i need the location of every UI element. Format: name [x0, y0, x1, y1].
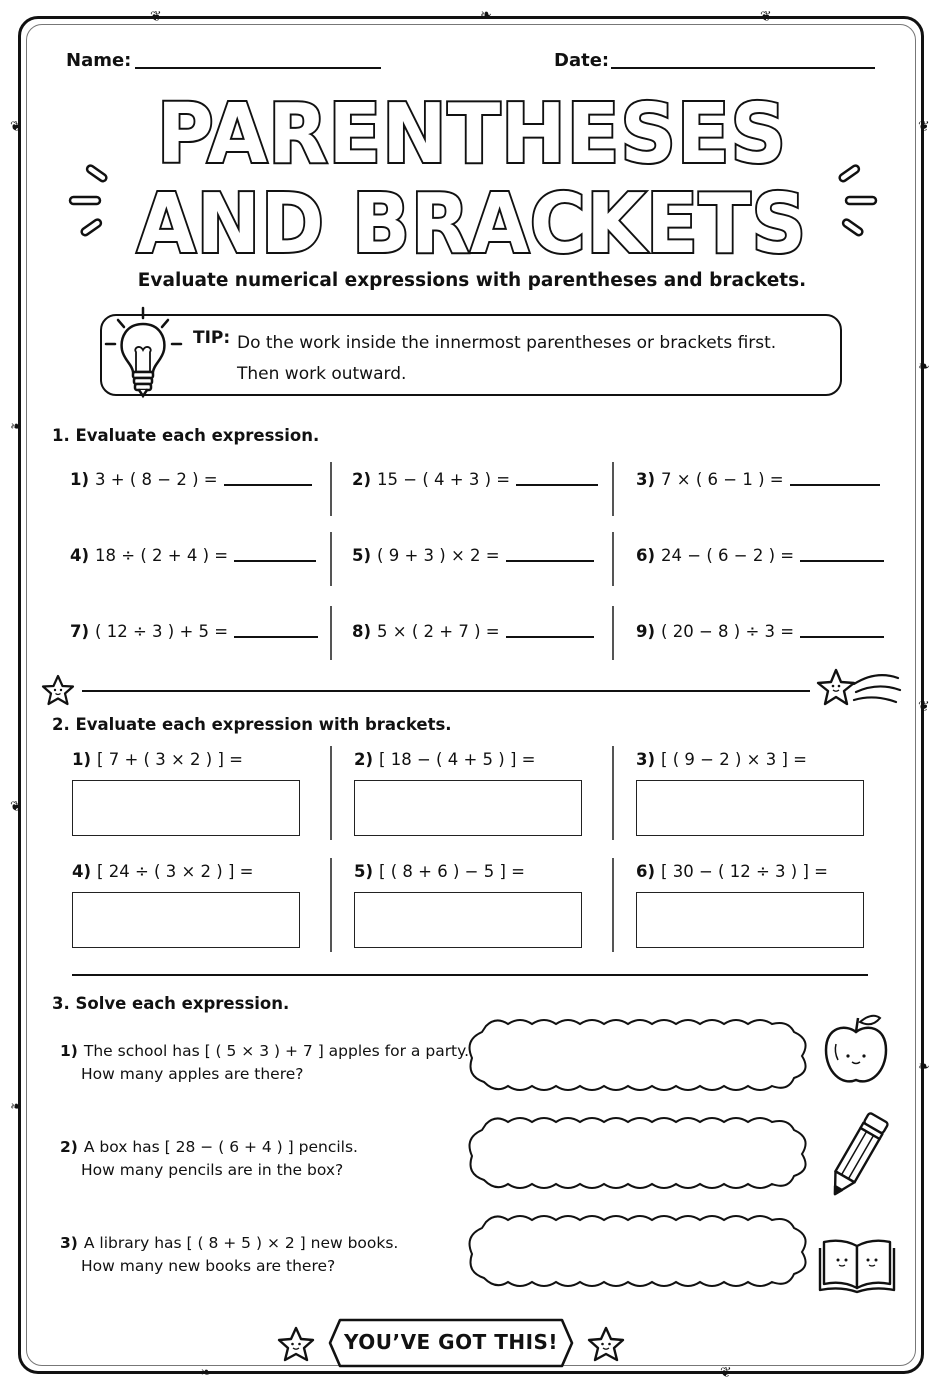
s2-problem-6: [636, 862, 828, 881]
pencil-icon: [822, 1108, 892, 1204]
column-divider: [612, 746, 614, 840]
answer-box[interactable]: [636, 780, 864, 836]
star-icon: [276, 1326, 316, 1364]
title-line2: AND BRACKETS: [137, 177, 807, 264]
section2-title: 2. Evaluate each expression with brackets.: [52, 715, 452, 734]
s2-problem-1: [72, 750, 243, 769]
s2-problem-2: [354, 750, 535, 769]
encouragement-banner: YOU’VE GOT THIS!: [343, 1330, 559, 1354]
s1-problem-3: [636, 470, 880, 489]
s2-problem-4: [72, 862, 253, 881]
s1-problem-1: [70, 470, 312, 489]
date-label: Date:: [554, 50, 610, 71]
column-divider: [612, 532, 614, 586]
word-problem-1: [60, 1040, 469, 1086]
vine-decoration: ❦: [10, 799, 22, 815]
answer-cloud[interactable]: [462, 1114, 814, 1192]
tip-label: TIP:: [193, 328, 231, 348]
column-divider: [330, 462, 332, 516]
vine-decoration: ❦: [760, 9, 772, 25]
vine-decoration: ❦: [918, 699, 930, 715]
problem-number: 1): [70, 470, 90, 489]
problem-number: 1): [60, 1042, 78, 1060]
expression: ( 12 ÷ 3 ) + 5 =: [95, 622, 229, 641]
vine-decoration: ❦: [918, 119, 930, 135]
s1-problem-7: [70, 622, 318, 641]
s2-problem-5: [354, 862, 525, 881]
section3-title: 3. Solve each expression.: [52, 994, 290, 1013]
s1-problem-2: [352, 470, 598, 489]
answer-box[interactable]: [354, 892, 582, 948]
answer-blank[interactable]: [506, 560, 594, 562]
section1-title: 1. Evaluate each expression.: [52, 426, 320, 445]
problem-number: 4): [70, 546, 90, 565]
answer-blank[interactable]: [234, 560, 316, 562]
problem-number: 3): [636, 470, 656, 489]
column-divider: [612, 858, 614, 952]
s1-problem-9: [636, 622, 884, 641]
answer-box[interactable]: [354, 780, 582, 836]
answer-blank[interactable]: [506, 636, 594, 638]
problem-number: 4): [72, 862, 92, 881]
expression: 7 × ( 6 − 1 ) =: [661, 470, 784, 489]
apple-icon: [818, 1010, 894, 1090]
vine-decoration: ❧: [480, 7, 492, 23]
problem-number: 9): [636, 622, 656, 641]
problem-text: A box has [ 28 − ( 6 + 4 ) ] pencils.: [83, 1138, 358, 1156]
star-icon: [586, 1326, 626, 1364]
problem-number: 7): [70, 622, 90, 641]
section-divider: [72, 974, 868, 976]
problem-text: A library has [ ( 8 + 5 ) × 2 ] new books.: [83, 1234, 399, 1252]
shooting-star-icon: [814, 664, 904, 720]
problem-number: 5): [354, 862, 374, 881]
problem-number: 8): [352, 622, 372, 641]
star-icon: [40, 674, 76, 708]
vine-decoration: ❧: [918, 1059, 930, 1075]
expression: [ ( 8 + 6 ) − 5 ] =: [379, 862, 525, 881]
section-divider: [82, 690, 810, 692]
s1-problem-8: [352, 622, 594, 641]
column-divider: [330, 858, 332, 952]
problem-number: 2): [60, 1138, 78, 1156]
expression: [ 18 − ( 4 + 5 ) ] =: [379, 750, 536, 769]
vine-decoration: ❧: [10, 1099, 22, 1115]
subtitle: Evaluate numerical expressions with parentheses and brackets.: [137, 270, 807, 291]
column-divider: [330, 532, 332, 586]
expression: [ ( 9 − 2 ) × 3 ] =: [661, 750, 807, 769]
problem-number: 5): [352, 546, 372, 565]
word-problem-3: [60, 1232, 398, 1278]
vine-decoration: ❧: [10, 419, 22, 435]
expression: 3 + ( 8 − 2 ) =: [95, 470, 218, 489]
vine-decoration: ❧: [918, 359, 930, 375]
s1-problem-4: [70, 546, 316, 565]
vine-decoration: ❦: [720, 1365, 732, 1381]
problem-text: The school has [ ( 5 × 3 ) + 7 ] apples for a party.: [83, 1042, 470, 1060]
expression: ( 9 + 3 ) × 2 =: [377, 546, 500, 565]
word-problem-2: [60, 1136, 358, 1182]
expression: ( 20 − 8 ) ÷ 3 =: [661, 622, 795, 641]
answer-blank[interactable]: [790, 484, 880, 486]
vine-decoration: ❧: [200, 1365, 212, 1381]
problem-number: 1): [72, 750, 92, 769]
s1-problem-6: [636, 546, 884, 565]
s1-problem-5: [352, 546, 594, 565]
problem-question: How many apples are there?: [81, 1065, 304, 1083]
problem-number: 2): [354, 750, 374, 769]
answer-blank[interactable]: [234, 636, 318, 638]
problem-number: 3): [636, 750, 656, 769]
name-field[interactable]: [135, 67, 381, 69]
answer-box[interactable]: [636, 892, 864, 948]
tip-line: Do the work inside the innermost parentheses or brackets first.: [237, 333, 777, 353]
expression: [ 7 + ( 3 × 2 ) ] =: [97, 750, 243, 769]
column-divider: [330, 746, 332, 840]
problem-question: How many new books are there?: [81, 1257, 336, 1275]
date-field[interactable]: [611, 67, 875, 69]
lightbulb-icon: [100, 300, 190, 410]
expression: [ 30 − ( 12 ÷ 3 ) ] =: [661, 862, 828, 881]
answer-box[interactable]: [72, 780, 300, 836]
column-divider: [612, 462, 614, 516]
s2-problem-3: [636, 750, 807, 769]
problem-number: 3): [60, 1234, 78, 1252]
answer-box[interactable]: [72, 892, 300, 948]
expression: [ 24 ÷ ( 3 × 2 ) ] =: [97, 862, 254, 881]
tip-text: [237, 328, 837, 390]
vine-decoration: ❦: [10, 119, 22, 135]
problem-number: 2): [352, 470, 372, 489]
problem-number: 6): [636, 862, 656, 881]
column-divider: [612, 606, 614, 660]
answer-blank[interactable]: [516, 484, 598, 486]
title-line1: PARENTHESES: [157, 87, 787, 182]
expression: 24 − ( 6 − 2 ) =: [661, 546, 795, 565]
book-icon: [818, 1236, 896, 1294]
answer-blank[interactable]: [224, 484, 312, 486]
answer-cloud[interactable]: [462, 1016, 814, 1094]
answer-blank[interactable]: [800, 636, 884, 638]
expression: 18 ÷ ( 2 + 4 ) =: [95, 546, 229, 565]
expression: 15 − ( 4 + 3 ) =: [377, 470, 511, 489]
worksheet-title: [0, 84, 944, 264]
expression: 5 × ( 2 + 7 ) =: [377, 622, 500, 641]
problem-number: 6): [636, 546, 656, 565]
tip-line: Then work outward.: [237, 364, 407, 384]
problem-question: How many pencils are in the box?: [81, 1161, 344, 1179]
answer-cloud[interactable]: [462, 1212, 814, 1290]
name-label: Name:: [66, 50, 132, 71]
answer-blank[interactable]: [800, 560, 884, 562]
vine-decoration: ❦: [150, 9, 162, 25]
column-divider: [330, 606, 332, 660]
